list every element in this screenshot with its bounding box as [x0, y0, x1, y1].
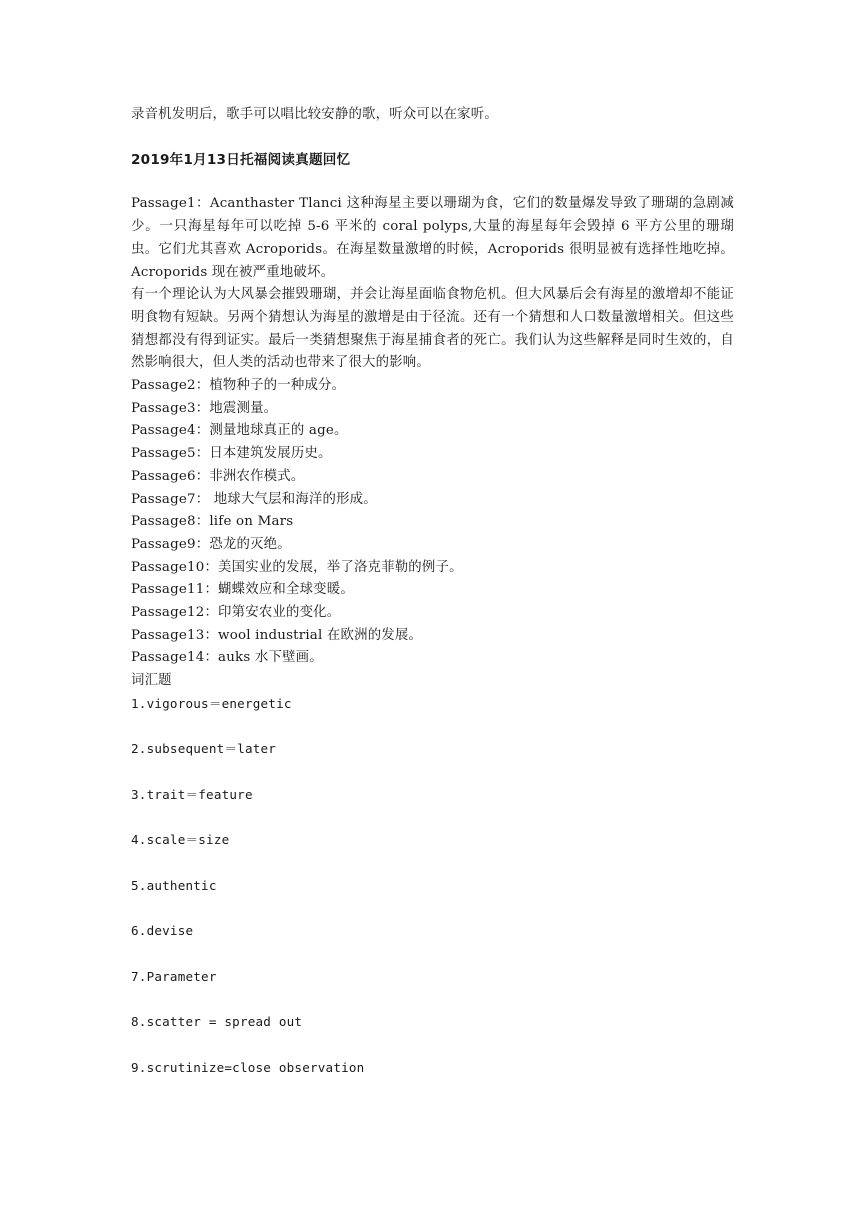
document-page	[131, 104, 734, 1102]
passage-item: Passage5：日本建筑发展历史。	[131, 446, 332, 462]
passage-item: Passage2：植物种子的一种成分。	[131, 378, 346, 394]
vocab-item: 3.trait＝feature	[131, 786, 253, 802]
vocab-item: 2.subsequent＝later	[131, 741, 277, 757]
vocab-item: 8.scatter = spread out	[131, 1014, 303, 1030]
vocab-item: 4.scale＝size	[131, 832, 230, 848]
vocab-item: 6.devise	[131, 923, 194, 939]
intro-line: 录音机发明后，歌手可以唱比较安静的歌，听众可以在家听。	[131, 107, 498, 122]
passage-item: Passage7： 地球大气层和海洋的形成。	[131, 491, 377, 507]
passage-item: Passage10：美国实业的发展，举了洛克菲勒的例子。	[131, 559, 463, 575]
vocab-list	[131, 693, 734, 1080]
passage-item: Passage9：恐龙的灭绝。	[131, 536, 291, 552]
passage-item: Passage13：wool industrial 在欧洲的发展。	[131, 627, 423, 643]
passage1-paragraph-2: 有一个理论认为大风暴会摧毁珊瑚，并会让海星面临食物危机。但大风暴后会有海星的激增却不能证明食物有短缺。另两个猜想认为海星的激增是由于径流。还有一个猜想和人口数量激增相关。但这些猜想都没有得到证实。最后一类猜想聚焦于海星捕食者的死亡。我们认为这些解释是同时生效的，自然影响很大，但人类的活动也带来了很大的影响。	[131, 287, 734, 371]
passage-list	[131, 375, 734, 670]
passage-item: Passage8：life on Mars	[131, 514, 294, 530]
passage-item: Passage12：印第安农业的变化。	[131, 605, 341, 621]
vocab-item: 9.scrutinize=close observation	[131, 1059, 365, 1075]
section-heading: 2019年1月13日托福阅读真题回忆	[131, 151, 351, 168]
passage-item: Passage3：地震测量。	[131, 400, 278, 416]
passage1-paragraph-1: Passage1：Acanthaster Tlanci 这种海星主要以珊瑚为食，它们的数量爆发导致了珊瑚的急剧减少。一只海星每年可以吃掉 5-6 平米的 coral polyps,大量的海星每年会毁掉 6 平方公里的珊瑚虫。它们尤其喜欢 Acroporids。在海星数量激增的时候，Acroporids 很明显被有选择性地吃掉。Acroporids 现在被严重地破坏。	[131, 196, 734, 280]
vocab-item: 7.Parameter	[131, 968, 217, 984]
passage-item: Passage14：auks 水下壁画。	[131, 650, 323, 666]
vocab-heading: 词汇题	[131, 673, 172, 689]
vocab-item: 1.vigorous＝energetic	[131, 695, 292, 711]
passage-item: Passage4：测量地球真正的 age。	[131, 423, 348, 439]
passage-item: Passage11：蝴蝶效应和全球变暖。	[131, 582, 354, 598]
passage-item: Passage6：非洲农作模式。	[131, 468, 305, 484]
vocab-item: 5.authentic	[131, 877, 217, 893]
